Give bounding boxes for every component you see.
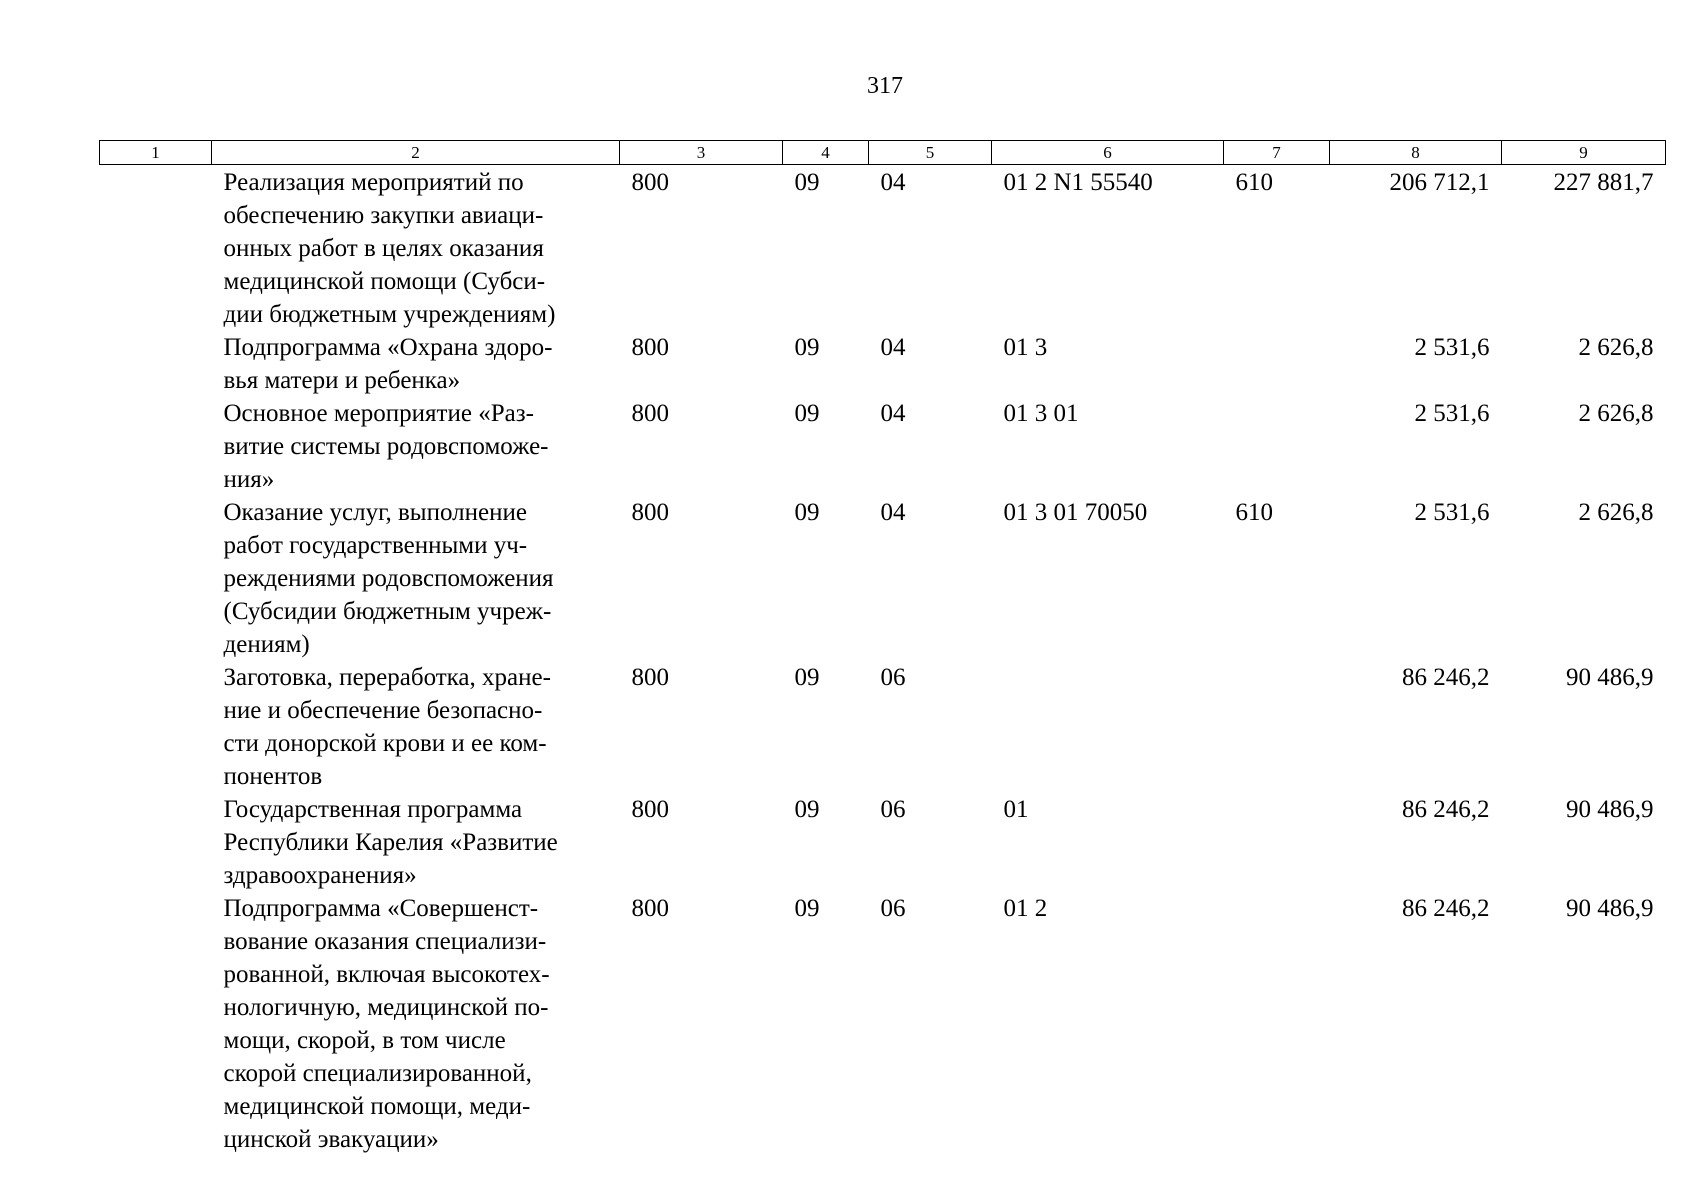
cell-subsection: 06 <box>880 664 906 691</box>
cell-amount-2: 227 881,7 <box>1553 169 1654 196</box>
column-header: 3 <box>620 141 783 165</box>
cell-amount-2: 2 626,8 <box>1578 400 1654 427</box>
table-row <box>100 165 1666 332</box>
column-header: 6 <box>992 141 1224 165</box>
cell-col1 <box>100 331 212 397</box>
cell-admin-code: 800 <box>631 400 669 427</box>
cell-amount-2: 90 486,9 <box>1566 664 1654 691</box>
cell-amount-1: 2 531,6 <box>1414 499 1490 526</box>
cell-target-article: 01 3 <box>1003 334 1048 361</box>
column-header: 9 <box>1502 141 1666 165</box>
table-body <box>100 165 1666 1157</box>
cell-section: 09 <box>794 796 820 823</box>
budget-table <box>99 140 1666 1156</box>
cell-target-article: 01 <box>1003 796 1029 823</box>
cell-amount-1: 86 246,2 <box>1402 664 1490 691</box>
cell-admin-code: 800 <box>631 796 669 823</box>
cell-amount-2: 90 486,9 <box>1566 895 1654 922</box>
cell-col1 <box>100 661 212 793</box>
cell-section: 09 <box>794 664 820 691</box>
cell-target-article: 01 2 <box>1003 895 1048 922</box>
cell-admin-code: 800 <box>631 664 669 691</box>
column-header: 7 <box>1224 141 1330 165</box>
cell-subsection: 04 <box>880 499 906 526</box>
row-description: Подпрограмма «Охрана здоро- вья матери и ребенка» <box>223 334 553 394</box>
cell-amount-1: 86 246,2 <box>1402 895 1490 922</box>
table-row <box>100 892 1666 1156</box>
cell-expense-type <box>1224 397 1330 496</box>
column-header: 8 <box>1330 141 1502 165</box>
cell-target-article <box>992 661 1224 793</box>
cell-expense-type: 610 <box>1235 169 1273 196</box>
cell-subsection: 06 <box>880 895 906 922</box>
header-row <box>100 141 1666 165</box>
cell-section: 09 <box>794 499 820 526</box>
cell-amount-2: 90 486,9 <box>1566 796 1654 823</box>
cell-amount-2: 2 626,8 <box>1578 499 1654 526</box>
table-row <box>100 793 1666 892</box>
cell-expense-type <box>1224 661 1330 793</box>
column-header: 5 <box>869 141 992 165</box>
cell-col1 <box>100 892 212 1156</box>
row-description: Государственная программа Республики Карелия «Развитие здравоохранения» <box>223 796 558 889</box>
cell-admin-code: 800 <box>631 895 669 922</box>
row-description: Подпрограмма «Совершенст- вование оказания специализи- рованной, включая высокотех- нологичную, медицинской по- мощи, скорой, в том числе скорой специализированной, медицинской помощи, меди- цинской эвакуации» <box>223 895 550 1153</box>
cell-section: 09 <box>794 334 820 361</box>
cell-amount-2: 2 626,8 <box>1578 334 1654 361</box>
cell-subsection: 04 <box>880 169 906 196</box>
cell-subsection: 04 <box>880 400 906 427</box>
row-description: Оказание услуг, выполнение работ государственными уч- реждениями родовспоможения (Субсидии бюджетным учреж- дениям) <box>223 499 554 658</box>
cell-expense-type <box>1224 793 1330 892</box>
cell-section: 09 <box>794 895 820 922</box>
cell-section: 09 <box>794 169 820 196</box>
column-header: 2 <box>212 141 620 165</box>
cell-amount-1: 206 712,1 <box>1389 169 1490 196</box>
cell-admin-code: 800 <box>631 499 669 526</box>
cell-target-article: 01 3 01 <box>1003 400 1079 427</box>
cell-admin-code: 800 <box>631 334 669 361</box>
table-row <box>100 397 1666 496</box>
cell-col1 <box>100 165 212 332</box>
cell-amount-1: 86 246,2 <box>1402 796 1490 823</box>
cell-section: 09 <box>794 400 820 427</box>
cell-target-article: 01 3 01 70050 <box>1003 499 1148 526</box>
table-header <box>100 141 1666 165</box>
cell-expense-type <box>1224 892 1330 1156</box>
row-description: Основное мероприятие «Раз- витие системы родовспоможе- ния» <box>223 400 549 493</box>
cell-amount-1: 2 531,6 <box>1414 334 1490 361</box>
cell-col1 <box>100 397 212 496</box>
table-row <box>100 661 1666 793</box>
cell-col1 <box>100 496 212 661</box>
row-description: Заготовка, переработка, хране- ние и обеспечение безопасно- сти донорской крови и ее ком- понентов <box>223 664 551 790</box>
cell-admin-code: 800 <box>631 169 669 196</box>
table-row <box>100 331 1666 397</box>
column-header: 4 <box>783 141 869 165</box>
column-header: 1 <box>100 141 212 165</box>
cell-target-article: 01 2 N1 55540 <box>1003 169 1153 196</box>
cell-subsection: 04 <box>880 334 906 361</box>
cell-col1 <box>100 793 212 892</box>
cell-subsection: 06 <box>880 796 906 823</box>
cell-expense-type <box>1224 331 1330 397</box>
page-number: 317 <box>867 73 903 99</box>
table-row <box>100 496 1666 661</box>
row-description: Реализация мероприятий по обеспечению закупки авиаци- онных работ в целях оказания медицинской помощи (Субси- дии бюджетным учреждениям) <box>223 169 556 328</box>
cell-expense-type: 610 <box>1235 499 1273 526</box>
cell-amount-1: 2 531,6 <box>1414 400 1490 427</box>
